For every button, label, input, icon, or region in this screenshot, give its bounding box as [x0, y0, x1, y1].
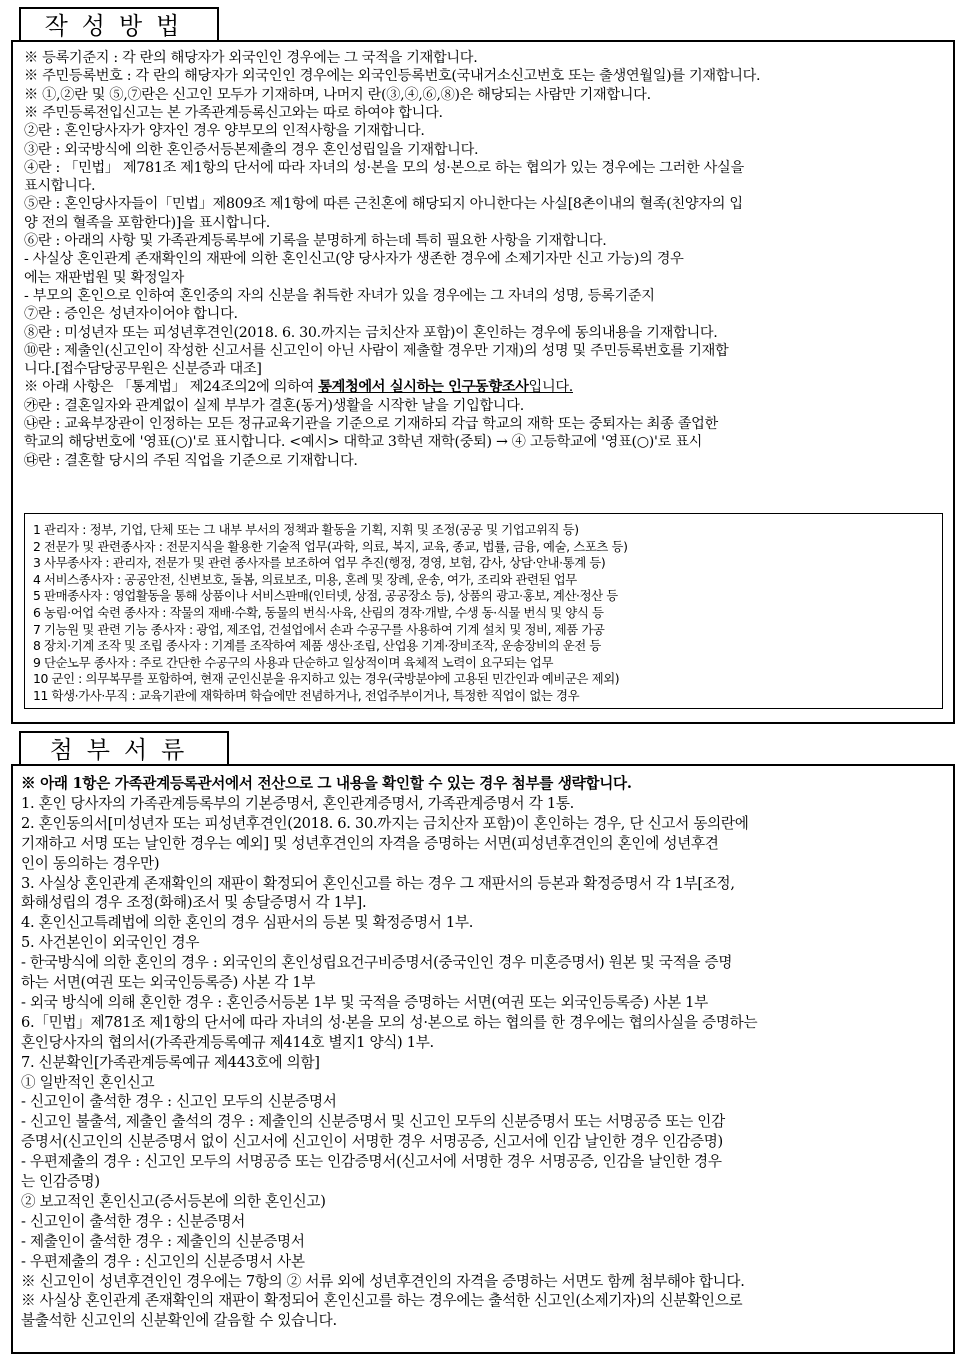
- attachment-line: 기재하고 서명 또는 날인한 경우는 예외] 및 성년후견인의 자격을 증명하는 서면(피성년후견인의 혼인에 성년후견: [21, 834, 719, 852]
- attachment-line: 1. 혼인 당사자의 가족관계등록부의 기본증명서, 혼인관계증명서, 가족관계증명서 각 1통.: [21, 794, 574, 812]
- instruction-line: 에는 재판법원 및 확정일자: [24, 269, 185, 286]
- occupation-code-item: 4 서비스종사자 : 공공안전, 신변보호, 돌봄, 의료보조, 미용, 혼례 및 장례, 운송, 여가, 조리와 관련된 업무: [33, 571, 577, 587]
- occupation-code-item: 3 사무종사자 : 관리자, 전문가 및 관련 종사자를 보조하여 업무 추진(행정, 경영, 보험, 감사, 상담·안내·통계 등): [33, 555, 606, 571]
- attachment-line: - 우편제출의 경우 : 신고인의 신분증명서 사본: [21, 1252, 305, 1270]
- instruction-line: 표시합니다.: [24, 178, 96, 195]
- instruction-line: 양 전의 혈족을 포함한다)]을 표시합니다.: [24, 214, 271, 231]
- attachments-section: [11, 764, 955, 1354]
- occupation-code-item: 10 군인 : 의무복무를 포함하여, 현재 군인신분을 유지하고 있는 경우(국방분야에 고용된 민간인과 예비군은 제외): [33, 671, 620, 687]
- statistics-notice: [24, 378, 573, 396]
- attachment-line: 7. 신분확인[가족관계등록예규 제443호에 의함]: [21, 1053, 320, 1071]
- instruction-line: ⑧란 : 미성년자 또는 피성년후견인(2018. 6. 30.까지는 금치산자 포함)이 혼인하는 경우에 동의내용을 기재합니다.: [24, 324, 718, 341]
- statistics-line: ㉮란 : 결혼일자와 관계없이 실제 부부가 결혼(동거)생활을 시작한 날을 기입합니다.: [24, 397, 524, 414]
- attachment-line: ※ 사실상 혼인관계 존재확인의 재판이 확정되어 혼인신고를 하는 경우에는 출석한 신고인(소제기자)의 신분확인으로: [21, 1292, 743, 1310]
- occupation-code-item: 1 관리자 : 정부, 기업, 단체 또는 그 내부 부서의 정책과 활동을 기획, 지휘 및 조정(공공 및 기업고위직 등): [33, 522, 579, 537]
- attachment-line: 3. 사실상 혼인관계 존재확인의 재판이 확정되어 혼인신고를 하는 경우 그 재판서의 등본과 확정증명서 각 1부[조정,: [21, 874, 735, 892]
- attachment-line: 혼인당사자의 협의서(가족관계등록예규 제414호 별지1 양식) 1부.: [21, 1033, 434, 1051]
- attachment-line: 증명서(신고인의 신분증명서 없이 신고서에 신고인이 서명한 경우 서명공증, 신고서에 인감 날인한 경우 인감증명): [21, 1133, 723, 1151]
- attachment-line: 2. 혼인동의서[미성년자 또는 피성년후견인(2018. 6. 30.까지는 금치산자 포함)이 혼인하는 경우, 단 신고서 동의란에: [21, 814, 749, 832]
- attachment-line: ② 보고적인 혼인신고(증서등본에 의한 혼인신고): [21, 1192, 326, 1210]
- attachment-line: - 신고인이 출석한 경우 : 신분증명서: [21, 1212, 246, 1230]
- section-title-tab: 작성방법: [19, 7, 219, 40]
- instruction-line: ※ 주민등록전입신고는 본 가족관계등록신고와는 따로 하여야 합니다.: [24, 104, 443, 121]
- instruction-line: ※ ①,②란 및 ⑤,⑦란은 신고인 모두가 기재하며, 나머지 란(③,④,⑥,⑧)은 해당되는 사람만 기재합니다.: [24, 86, 651, 103]
- instruction-line: ⑤란 : 혼인당사자들이「민법」제809조 제1항에 따른 근친혼에 해당되지 아니한다는 사실[8촌이내의 혈족(친양자의 입: [24, 196, 743, 213]
- attachment-line: 화해성립의 경우 조정(화해)조서 및 송달증명서 각 1부].: [21, 894, 367, 912]
- instruction-line: ②란 : 혼인당사자가 양자인 경우 양부모의 인적사항을 기재합니다.: [24, 123, 425, 140]
- instruction-line: ④란 : 「민법」 제781조 제1항의 단서에 따라 자녀의 성·본을 모의 성·본으로 하는 협의가 있는 경우에는 그러한 사실을: [24, 159, 744, 176]
- attachment-line: 인이 동의하는 경우만): [21, 854, 160, 872]
- occupation-code-item: 2 전문가 및 관련종사자 : 전문지식을 활용한 기술적 업무(과학, 의료, 복지, 교육, 종교, 법률, 금융, 예술, 스포츠 등): [33, 538, 628, 554]
- statistics-line: ㉯란 : 교육부장관이 인정하는 모든 정규교육기관을 기준으로 기재하되 각급 학교의 재학 또는 중퇴자는 최종 졸업한: [24, 416, 718, 432]
- instruction-line: ⑥란 : 아래의 사항 및 가족관계등록부에 기록을 분명하게 하는데 특히 필요한 사항을 기재합니다.: [24, 233, 607, 249]
- attachment-line: 하는 서면(여권 또는 외국인등록증) 사본 각 1부: [21, 974, 316, 991]
- attachment-line: - 신고인이 출석한 경우 : 신고인 모두의 신분증명서: [21, 1093, 337, 1111]
- attachment-line: 4. 혼인신고특례법에 의한 혼인의 경우 심판서의 등본 및 확정증명서 1부.: [21, 914, 474, 932]
- instructions-section: [11, 40, 955, 724]
- occupation-code-item: 11 학생·가사·무직 : 교육기관에 재학하며 학습에만 전념하거나, 전업주부이거나, 특정한 직업이 없는 경우: [33, 688, 580, 703]
- occupation-code-item: 8 장치·기계 조작 및 조립 종사자 : 기계를 조작하여 제품 생산·조립, 산업용 기계·장비조작, 운송장비의 운전 등: [33, 638, 601, 654]
- attachment-line: 는 인감증명): [21, 1173, 100, 1190]
- occupation-code-box: [24, 513, 943, 709]
- attachment-line: ※ 신고인이 성년후견인인 경우에는 7항의 ② 서류 외에 성년후견인의 자격을 증명하는 서면도 함께 첨부해야 합니다.: [21, 1272, 745, 1290]
- instruction-line: ⑦란 : 증인은 성년자이어야 합니다.: [24, 306, 238, 323]
- instruction-line: ※ 등록기준지 : 각 란의 해당자가 외국인인 경우에는 그 국적을 기재합니다.: [24, 50, 478, 66]
- instruction-line: ⑩란 : 제출인(신고인이 작성한 신고서를 신고인이 아닌 사람이 제출할 경우만 기재)의 성명 및 주민등록번호를 기재합: [24, 342, 729, 359]
- occupation-code-item: 7 기능원 및 관련 기능 종사자 : 광업, 제조업, 건설업에서 손과 수공구를 사용하여 기계 설치 및 정비, 제품 가공: [33, 621, 605, 637]
- attachment-line: - 제출인이 출석한 경우 : 제출인의 신분증명서: [21, 1232, 305, 1250]
- attachment-line: 불출석한 신고인의 신분확인에 갈음할 수 있습니다.: [21, 1312, 337, 1330]
- instruction-line: - 사실상 혼인관계 존재확인의 재판에 의한 혼인신고(양 당사자가 생존한 경우에 소제기자만 신고 가능)의 경우: [24, 251, 684, 268]
- notice-suffix: 입니다.: [528, 379, 573, 396]
- instruction-line: 니다.[접수담당공무원은 신분증과 대조]: [24, 361, 262, 378]
- instruction-line: - 부모의 혼인으로 인하여 혼인중의 자의 신분을 취득한 자녀가 있을 경우에는 그 자녀의 성명, 등록기준지: [24, 287, 655, 304]
- occupation-code-item: 5 판매종사자 : 영업활동을 통해 상품이나 서비스판매(인터넷, 상점, 공공장소 등), 상품의 광고·홍보, 계산·정산 등: [33, 588, 618, 604]
- attachments-title-tab: 첨부서류: [19, 731, 229, 764]
- attachment-line: - 우편제출의 경우 : 신고인 모두의 서명공증 또는 인감증명서(신고서에 서명한 경우 서명공증, 인감을 날인한 경우: [21, 1153, 722, 1171]
- instruction-line: ③란 : 외국방식에 의한 혼인증서등본제출의 경우 혼인성립일을 기재합니다.: [24, 141, 479, 158]
- occupation-code-item: 9 단순노무 종사자 : 주로 간단한 수공구의 사용과 단순하고 일상적이며 육체적 노력이 요구되는 업무: [33, 654, 554, 670]
- notice-prefix: ※ 아래 사항은 「통계법」 제24조의2에 의하여: [24, 379, 319, 396]
- attachment-line: 6.「민법」제781조 제1항의 단서에 따라 자녀의 성·본을 모의 성·본으로 하는 협의를 한 경우에는 협의사실을 증명하는: [21, 1013, 758, 1031]
- attachment-line: - 외국 방식에 의해 혼인한 경우 : 혼인증서등본 1부 및 국적을 증명하는 서면(여권 또는 외국인등록증) 사본 1부: [21, 993, 708, 1011]
- instruction-line: ※ 주민등록번호 : 각 란의 해당자가 외국인인 경우에는 외국인등록번호(국내거소신고번호 또는 출생연월일)를 기재합니다.: [24, 68, 761, 85]
- attachment-notice: ※ 아래 1항은 가족관계등록관서에서 전산으로 그 내용을 확인할 수 있는 경우 첨부를 생략합니다.: [21, 775, 632, 792]
- attachment-line: - 신고인 불출석, 제출인 출석의 경우 : 제출인의 신분증명서 및 신고인 모두의 신분증명서 또는 서명공증 또는 인감: [21, 1113, 725, 1131]
- attachment-line: ① 일반적인 혼인신고: [21, 1073, 155, 1091]
- notice-emphasis: 통계청에서 실시하는 인구동향조사: [318, 379, 529, 396]
- attachment-line: - 한국방식에 의한 혼인의 경우 : 외국인의 혼인성립요건구비증명서(중국인인 경우 미혼증명서) 원본 및 국적을 증명: [21, 954, 733, 972]
- attachment-line: 5. 사건본인이 외국인인 경우: [21, 934, 200, 952]
- occupation-code-item: 6 농림·어업 숙련 종사자 : 작물의 재배·수확, 동물의 번식·사육, 산림의 경작·개발, 수생 동·식물 번식 및 양식 등: [33, 605, 604, 620]
- statistics-line: 학교의 해당번호에 '영표(○)'로 표시합니다. <예시> 대학교 3학년 재학(중퇴) → ④ 고등학교에 '영표(○)'로 표시: [24, 434, 703, 451]
- statistics-line: ㉰란 : 결혼할 당시의 주된 직업을 기준으로 기재합니다.: [24, 452, 358, 469]
